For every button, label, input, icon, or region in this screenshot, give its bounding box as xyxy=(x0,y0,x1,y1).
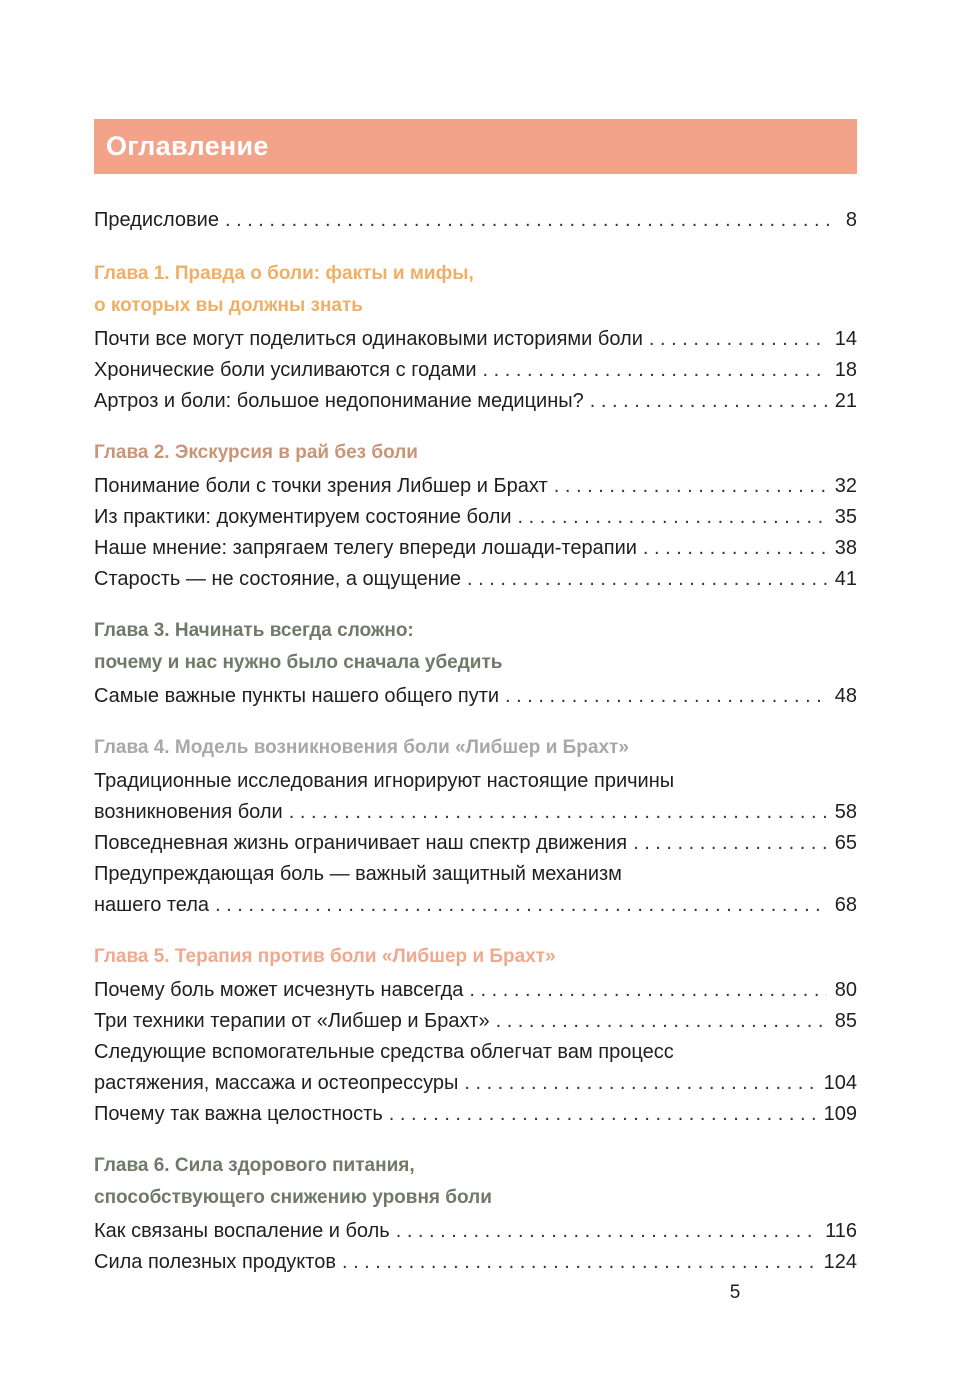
chapter-title-line: способствующего снижению уровня боли xyxy=(94,1187,492,1208)
chapter-6-heading[interactable] xyxy=(94,1150,857,1214)
toc-entry[interactable] xyxy=(94,355,857,386)
toc-entry-multiline[interactable] xyxy=(94,1037,857,1099)
entry-page-number: 21 xyxy=(834,390,857,412)
entry-page-number: 38 xyxy=(834,537,857,559)
chapter-title-line: Глава 1. Правда о боли: факты и мифы, xyxy=(94,263,474,284)
toc-entry[interactable] xyxy=(94,1099,857,1130)
entry-label: Хронические боли усиливаются с годами xyxy=(94,359,477,381)
entry-label: Почему боль может исчезнуть навсегда xyxy=(94,979,464,1001)
leader-dots xyxy=(389,1099,816,1130)
leader-dots xyxy=(464,1068,815,1099)
entry-label: нашего тела xyxy=(94,894,210,916)
leader-dots xyxy=(289,797,827,828)
entry-label: Из практики: документируем состояние боли xyxy=(94,506,512,528)
leader-dots xyxy=(215,890,827,921)
entry-page-number: 65 xyxy=(834,832,857,854)
toc-entry-multiline[interactable] xyxy=(94,766,857,828)
leader-dots xyxy=(483,355,827,386)
leader-dots xyxy=(518,502,827,533)
entry-page-number: 109 xyxy=(823,1103,857,1125)
entry-page-number: 104 xyxy=(823,1072,857,1094)
toc-entry[interactable] xyxy=(94,386,857,417)
leader-dots xyxy=(496,1006,827,1037)
entry-label: Наше мнение: запрягаем телегу впереди лошади-терапии xyxy=(94,537,637,559)
toc-entry-preface[interactable] xyxy=(94,205,857,236)
entry-page-number: 14 xyxy=(834,328,857,350)
toc-entry[interactable] xyxy=(94,1006,857,1037)
chapter-4-heading[interactable] xyxy=(94,732,857,764)
toc-entry[interactable] xyxy=(94,324,857,355)
entry-page-number: 80 xyxy=(834,979,857,1001)
toc-entry[interactable] xyxy=(94,975,857,1006)
entry-page-number: 58 xyxy=(834,801,857,823)
toc-entry[interactable] xyxy=(94,502,857,533)
entry-page-number: 48 xyxy=(834,685,857,707)
toc-header-bar xyxy=(94,119,857,174)
entry-label: Артроз и боли: большое недопонимание медицины? xyxy=(94,390,584,412)
chapter-title-line: о которых вы должны знать xyxy=(94,295,363,316)
entry-page-number: 35 xyxy=(834,506,857,528)
chapter-title-line: Глава 4. Модель возникновения боли «Либшер и Брахт» xyxy=(94,737,629,758)
toc-entry[interactable] xyxy=(94,471,857,502)
leader-dots xyxy=(505,681,827,712)
chapter-title-line: Глава 3. Начинать всегда сложно: xyxy=(94,620,414,641)
leader-dots xyxy=(633,828,827,859)
entry-page-number: 18 xyxy=(834,359,857,381)
toc-entry[interactable] xyxy=(94,564,857,595)
toc-entry[interactable] xyxy=(94,681,857,712)
entry-label: растяжения, массажа и остеопрессуры xyxy=(94,1072,459,1094)
entry-label: Три техники терапии от «Либшер и Брахт» xyxy=(94,1010,490,1032)
entry-label: Самые важные пункты нашего общего пути xyxy=(94,685,500,707)
entry-label-line: Предупреждающая боль — важный защитный механизм xyxy=(94,863,622,885)
toc-entry[interactable] xyxy=(94,828,857,859)
chapter-1-heading[interactable] xyxy=(94,258,857,322)
leader-dots xyxy=(649,324,827,355)
chapter-title-line: Глава 5. Терапия против боли «Либшер и Брахт» xyxy=(94,946,556,967)
entry-label: Повседневная жизнь ограничивает наш спектр движения xyxy=(94,832,628,854)
page-title: Оглавление xyxy=(106,131,269,161)
leader-dots xyxy=(396,1216,817,1247)
chapter-3-heading[interactable] xyxy=(94,615,857,679)
leader-dots xyxy=(590,386,827,417)
entry-label-line: Следующие вспомогательные средства облегчат вам процесс xyxy=(94,1041,674,1063)
leader-dots xyxy=(225,205,838,236)
entry-page-number: 41 xyxy=(834,568,857,590)
entry-label-line: Традиционные исследования игнорируют настоящие причины xyxy=(94,770,675,792)
leader-dots xyxy=(342,1247,816,1278)
entry-label: Предисловие xyxy=(94,209,219,231)
table-of-contents xyxy=(94,205,857,1278)
leader-dots xyxy=(467,564,827,595)
entry-page-number: 68 xyxy=(834,894,857,916)
entry-label: Почти все могут поделиться одинаковыми историями боли xyxy=(94,328,643,350)
entry-label: возникновения боли xyxy=(94,801,283,823)
chapter-title-line: Глава 2. Экскурсия в рай без боли xyxy=(94,442,418,463)
chapter-5-heading[interactable] xyxy=(94,941,857,973)
page-number: 5 xyxy=(729,1282,741,1303)
entry-page-number: 116 xyxy=(825,1220,857,1242)
entry-label: Как связаны воспаление и боль xyxy=(94,1220,390,1242)
chapter-title-line: почему и нас нужно было сначала убедить xyxy=(94,652,503,673)
entry-page-number: 85 xyxy=(834,1010,857,1032)
toc-entry[interactable] xyxy=(94,1247,857,1278)
entry-label: Понимание боли с точки зрения Либшер и Брахт xyxy=(94,475,548,497)
entry-label: Сила полезных продуктов xyxy=(94,1251,336,1273)
leader-dots xyxy=(643,533,827,564)
toc-entry[interactable] xyxy=(94,1216,857,1247)
chapter-title-line: Глава 6. Сила здорового питания, xyxy=(94,1155,415,1176)
toc-entry[interactable] xyxy=(94,533,857,564)
entry-label: Почему так важна целостность xyxy=(94,1103,383,1125)
chapter-2-heading[interactable] xyxy=(94,437,857,469)
toc-entry-multiline[interactable] xyxy=(94,859,857,921)
leader-dots xyxy=(469,975,826,1006)
entry-page-number: 124 xyxy=(823,1251,857,1273)
entry-label: Старость — не состояние, а ощущение xyxy=(94,568,462,590)
entry-page-number: 32 xyxy=(834,475,857,497)
leader-dots xyxy=(554,471,827,502)
entry-page-number: 8 xyxy=(845,209,857,231)
